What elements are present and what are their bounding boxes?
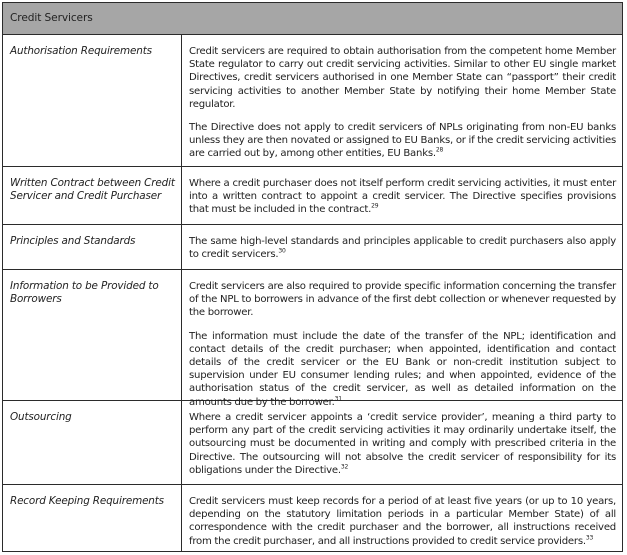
row-label: Information to be Provided to Borrowers [3,270,182,400]
paragraph-text: Where a credit purchaser does not itself perform credit servicing activities, it must enter into a written contract to appoint a credit servicer. The Directive specifies provisions that must be included in the contract. [189,178,616,216]
paragraph [189,495,616,548]
paragraph-text: Where a credit servicer appoints a ‘credit service provider’, meaning a third party to perform any part of the credit servicing activities it may ordinarily undertake itself, the outsourcing must be documented in writing and comply with prescribed criteria in the Directive. The outsourcing will not absolve the credit servicer of responsibility for its obligations under the Directive. [189,412,616,476]
row-content [182,270,622,408]
paragraph-text: The Directive does not apply to credit servicers of NPLs originating from non-EU banks unless they are then novated or assigned to EU Banks, or if the credit servicing activities are carried out by, among other entities, EU Banks. [189,122,616,160]
paragraph-text: The same high-level standards and principles applicable to credit purchasers also apply to credit servicers. [189,236,616,261]
row-content [182,167,622,224]
table-row-principles-and-standards [3,225,622,270]
paragraph [189,330,616,409]
paragraph-text: The information must include the date of the transfer of the NPL; identification and contact details of the credit purchaser; when appointed, identification and contact details of the credit servicer or the EU Bank or non-credit institution subject to supervision under EU consumer lending rules; and when appointed, evidence of the authorisation status of the credit servicer, as well as detailed information on the amounts due by the borrower. [189,330,616,408]
table-title: Credit Servicers [10,12,93,24]
credit-servicers-table [2,2,623,552]
paragraph [189,121,616,161]
row-content [182,225,622,269]
table-row-record-keeping [3,485,622,551]
row-content [182,401,622,484]
paragraph [189,235,616,261]
row-label: Principles and Standards [3,225,182,269]
footnote-ref[interactable]: 28 [435,147,444,155]
footnote-ref[interactable]: 31 [334,395,342,403]
row-label: Authorisation Requirements [3,35,182,166]
table-row-outsourcing [3,401,622,485]
row-label: Record Keeping Requirements [3,485,182,551]
row-label: Outsourcing [3,401,182,484]
footnote-ref[interactable]: 32 [340,463,349,471]
paragraph [189,45,616,111]
paragraph [189,280,616,320]
table-row-information-to-borrowers [3,270,622,408]
row-label: Written Contract between Credit Servicer and Credit Purchaser [3,167,182,224]
paragraph [189,177,616,217]
footnote-ref[interactable]: 30 [278,247,286,255]
table-row-written-contract [3,167,622,225]
footnote-ref[interactable]: 33 [585,534,594,542]
paragraph [189,411,616,477]
paragraph-text: Credit servicers are also required to provide specific information concerning the transfer of the NPL to borrowers in advance of the first debt collection or whenever requested by the borrower. [189,281,616,319]
footnote-ref[interactable]: 29 [371,203,379,211]
paragraph-text: Credit servicers are required to obtain authorisation from the competent home Member State regulator to carry out credit servicing activities. Similar to other EU single market Directives, credit servicers authorised in one Member State can “passport” their credit servicing activities to another Member State by notifying their home Member State regulator. [189,46,616,110]
paragraph-text: Credit servicers must keep records for a period of at least five years (or up to 10 years, depending on the statutory limitation periods in a particular Member State) of all correspondence with the credit purchaser and the borrower, all instructions received from the credit purchaser, and all instructions provided to credit service providers. [189,496,616,547]
table-row-authorisation-requirements [3,35,622,167]
row-content [182,35,622,166]
table-header [3,3,622,35]
row-content [182,485,622,551]
